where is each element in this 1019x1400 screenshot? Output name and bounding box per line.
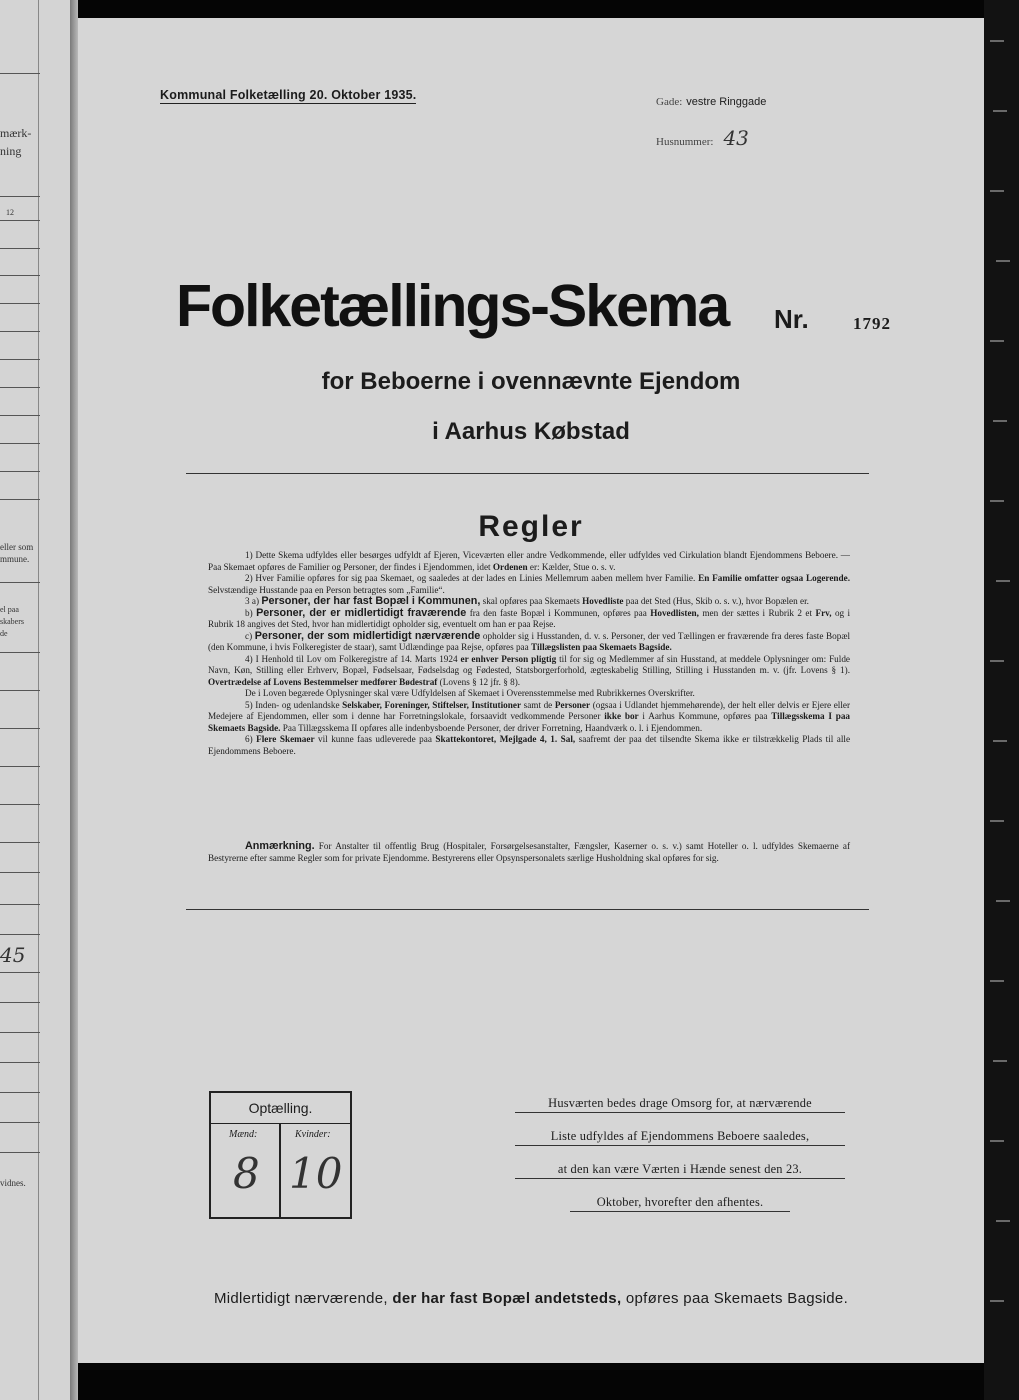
count-box [209,1091,352,1219]
left-page-rule [0,582,40,583]
left-page-rule [0,842,40,843]
left-page-rule [0,1122,40,1123]
remark-text [208,841,850,864]
left-page-text: de [0,629,8,638]
left-page-text: el paa [0,605,19,614]
form-subtitle: for Beboerne i ovennævnte Ejendom [321,368,741,395]
left-page-rule [0,359,40,360]
form-number-label: Nr. [774,304,809,334]
rule-3a: 3 a) Personer, der har fast Bopæl i Kommunen, skal opføres paa Skemaets Hovedliste paa det Sted (Hus, Skib o. s. v.), hvor Bopælen er. [245,595,809,607]
house-number-value: 43 [723,126,749,150]
left-page-rule [0,471,40,472]
left-page-rule [0,73,40,74]
left-page-rule [0,652,40,653]
left-page-rule [0,275,40,276]
left-page-handwritten-number: 45 [0,943,26,967]
rule-4-note: De i Loven begærede Oplysninger skal være Udfyldelsen af Skemaet i Overensstemmelse med Rubrikkernes Overskrifter. [245,688,695,698]
rule-6: 6) Flere Skemaer vil kunne faas udleverede paa Skattekontoret, Mejlgade 4, 1. Sal, saafremt der paa det tilsendte Skema ikke er tilstrækkelig Plads til alle Ejendommens Beboere. [208,734,851,756]
left-page-rule [0,804,40,805]
divider [186,909,869,910]
left-page-text: mmune. [0,554,30,564]
book-gutter [70,0,78,1400]
book-spine [984,0,1019,1400]
left-page-rule [0,766,40,767]
remark-body: For Anstalter til offentlig Brug (Hospitaler, Forsørgelsesanstalter, Fængsler, Kaserner o. s. v.) samt Hoteller o. l. udfyldes Skemaerne af Bestyrerne efter samme Regler som for private Ejendomme. Bestyrerens eller Opsynspersonalets særlige Husholdning skal opføres for sig. [208,841,851,863]
footer-text: opføres paa Skemaets Bagside. [625,1290,849,1307]
rule-3c: c) Personer, der som midlertidigt nærværende opholder sig i Husstanden, d. v. s. Personer, der ved Tællingen er fraværende fra deres faste Bopæl (den Kommune, i hvis Folkeregister de staar), samt Udlændinge paa Rejse, opføres paa Tillægslisten paa Skemaets Bagside. [208,629,851,652]
count-box-divider [279,1124,281,1217]
form-number-value: 1792 [853,314,891,333]
left-page-rule [0,415,40,416]
left-page-rule [0,248,40,249]
census-header: Kommunal Folketælling 20. Oktober 1935. [160,88,417,102]
left-page-rule [0,972,40,973]
left-page-rule [0,499,40,500]
rule-2: 2) Hver Familie opføres for sig paa Skemaet, og saaledes at der lades en Linies Mellemrum aaben mellem hver Familie. En Familie omfatter ogsaa Logerende. Selvstændige Husstande paa en Person betragtes som „Familie“. [208,573,850,595]
left-page-fragment [0,0,70,1400]
census-form-page [78,18,984,1363]
left-page-rule [0,443,40,444]
notice-line: Husværten bedes drage Omsorg for, at nærværende [515,1096,845,1113]
rule-4: 4) I Henhold til Lov om Folkeregistre af 14. Marts 1924 er enhver Person pligtig til for sig og Medlemmer af sin Husstand, at meddele Oplysninger om: Fulde Navn, Køn, Stilling eller Erhverv, Bopæl, Fødselsaar, Fødselsdag og Fødested, Statsborgerforhold, ægteskabelig Stilling, Stilling i Husstanden m. v. (jfr. Lovens § 1). Overtrædelse af Lovens Bestemmelser medfører Bødestraf (Lovens § 12 jfr. § 8). [208,653,850,687]
left-page-rule [0,196,40,197]
form-subtitle-city: i Aarhus Købstad [432,418,630,445]
left-page-rule [0,934,40,935]
divider [186,473,869,474]
rule-3b: b) Personer, der er midlertidigt fraværende fra den faste Bopæl i Kommunen, opføres paa Hovedlisten, men der sættes i Rubrik 2 et Frv, og i Rubrik 18 angives det Sted, hvor han midlertidigt opholder sig, eventuelt om han er paa Rejse. [208,606,851,629]
left-page-text: skabers [0,617,24,626]
left-page-rule [0,872,40,873]
form-title: Folketællings-Skema [176,273,729,339]
left-page-rule [0,1092,40,1093]
house-number-label: Husnummer: [656,136,714,148]
left-page-column-line [38,0,39,1400]
left-page-rule [0,1002,40,1003]
left-page-rule [0,904,40,905]
street-value: vestre Ringgade [686,96,767,108]
left-page-rule [0,1152,40,1153]
left-page-rule [0,1032,40,1033]
left-page-rule [0,690,40,691]
left-page-rule [0,303,40,304]
remark-label: Anmærkning. [245,840,315,852]
notice-line: at den kan være Værten i Hænde senest den 23. [515,1162,845,1179]
notice-line: Liste udfyldes af Ejendommens Beboere saaledes, [515,1129,845,1146]
house-number-field [656,126,749,150]
left-page-text: ning [0,144,22,158]
landlord-notice [515,1096,845,1228]
women-count: 10 [289,1149,343,1198]
left-page-rule [0,387,40,388]
left-page-rule [0,1062,40,1063]
rules-heading: Regler [478,510,584,543]
women-label: Kvinder: [295,1129,331,1140]
left-page-text: eller som [0,542,34,552]
men-count: 8 [233,1149,260,1198]
notice-line: Oktober, hvorefter den afhentes. [570,1195,790,1212]
men-label: Mænd: [229,1129,258,1140]
footer-text: Midlertidigt nærværende, [213,1290,388,1307]
count-box-title: Optælling. [211,1093,350,1124]
footer-text-bold: der har fast Bopæl andetsteds, [392,1290,622,1307]
left-page-text: vidnes. [0,1178,26,1188]
street-label: Gade: [656,96,683,108]
left-page-text: mærk- [0,126,32,140]
left-page-rule [0,220,40,221]
left-page-text: 12 [6,208,14,217]
rule-1: 1) Dette Skema udfyldes eller besørges udfyldt af Ejeren, Viceværten eller andre Vedkommende, eller udfyldes ved Cirkulation blandt Ejendommens Beboere. — Paa Skemaet opføres de Familier og Personer, der findes i Ejendommen, idet Ordenen er: Kælder, Stue o. s. v. [208,550,850,572]
left-page-rule [0,331,40,332]
left-page-rule [0,728,40,729]
rules-text [208,550,850,757]
rule-5: 5) Inden- og udenlandske Selskaber, Foreninger, Stiftelser, Institutioner samt de Personer (ogsaa i Udlandet hjemmehørende), der helt eller delvis er Ejere eller Medejere af Ejendommen, eller som i denne har Forretningslokale, forsaavidt vedkommende Personer ikke bor i Aarhus Kommune, opføres paa Tillægsskema I paa Skemaets Bagside. Paa Tillægsskema II opføres alle indenbysboende Personer, der driver Forretning, Haandværk o. l. i Ejendommen. [208,699,851,733]
footer-note [78,1290,984,1307]
street-field [656,92,766,110]
